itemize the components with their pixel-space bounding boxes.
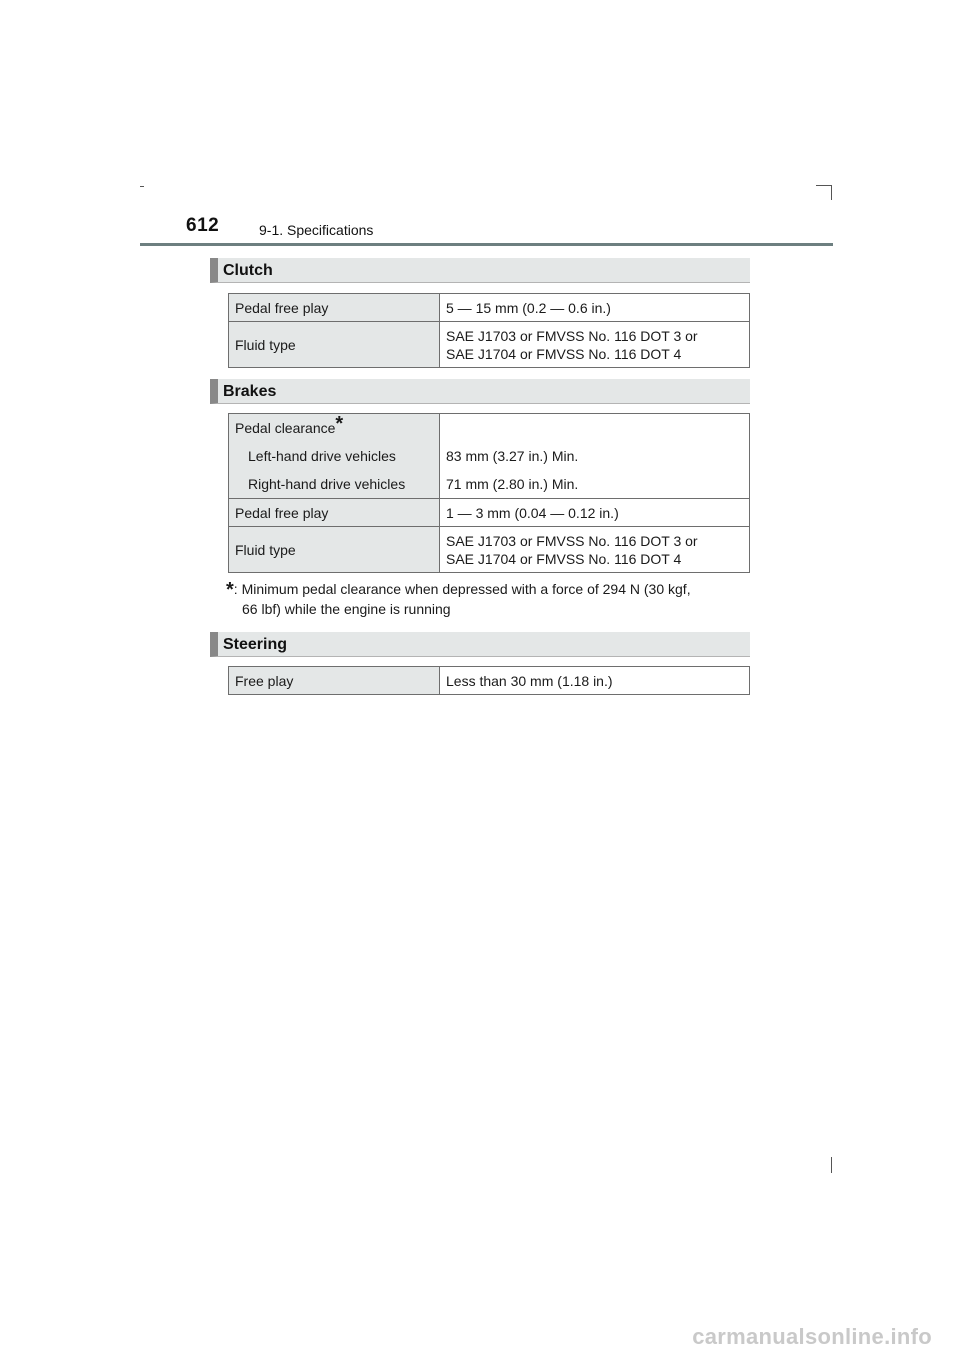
page-number: 612 bbox=[186, 215, 220, 236]
brakes-spec-table bbox=[228, 413, 750, 573]
spec-value bbox=[440, 414, 750, 499]
watermark: carmanualsonline.info bbox=[692, 1324, 932, 1349]
spec-label: Pedal free play bbox=[229, 294, 440, 322]
spec-value-line: SAE J1704 or FMVSS No. 116 DOT 4 bbox=[446, 550, 682, 567]
right-hand-drive-value: 71 mm (2.80 in.) Min. bbox=[446, 476, 579, 492]
footnote bbox=[226, 578, 746, 619]
clutch-spec-table bbox=[228, 293, 750, 368]
table-row bbox=[229, 322, 750, 368]
spec-label: Fluid type bbox=[229, 322, 440, 368]
section-breadcrumb: 9-1. Specifications bbox=[259, 222, 374, 238]
crop-mark-bottom-right bbox=[831, 1157, 832, 1173]
spec-label: Free play bbox=[229, 667, 440, 695]
right-hand-drive-label: Right-hand drive vehicles bbox=[248, 476, 406, 492]
crop-mark-top-right-h bbox=[816, 185, 832, 186]
table-row bbox=[229, 527, 750, 573]
footnote-text-continued: 66 lbf) while the engine is running bbox=[242, 601, 451, 617]
spec-value: 5 — 15 mm (0.2 — 0.6 in.) bbox=[440, 294, 750, 322]
left-hand-drive-value: 83 mm (3.27 in.) Min. bbox=[446, 448, 579, 464]
table-row bbox=[229, 499, 750, 527]
header-divider bbox=[140, 243, 833, 246]
footnote-marker: * bbox=[226, 579, 234, 601]
spec-label bbox=[229, 414, 440, 499]
spec-label: Pedal free play bbox=[229, 499, 440, 527]
spec-value bbox=[440, 322, 750, 368]
section-header-brakes: Brakes bbox=[210, 379, 750, 404]
left-hand-drive-label: Left-hand drive vehicles bbox=[248, 448, 396, 464]
crop-mark-top-right-v bbox=[831, 185, 832, 200]
spacer bbox=[446, 414, 743, 442]
table-row bbox=[229, 294, 750, 322]
spec-value-line: SAE J1703 or FMVSS No. 116 DOT 3 or bbox=[446, 327, 698, 344]
footnote-marker: * bbox=[335, 413, 344, 435]
spec-label: Fluid type bbox=[229, 527, 440, 573]
spec-value: Less than 30 mm (1.18 in.) bbox=[440, 667, 750, 695]
spec-value: 1 — 3 mm (0.04 — 0.12 in.) bbox=[440, 499, 750, 527]
section-header-steering: Steering bbox=[210, 632, 750, 657]
footnote-text: : Minimum pedal clearance when depressed with a force of 294 N (30 kgf, bbox=[233, 581, 691, 597]
table-row bbox=[229, 667, 750, 695]
spec-value-line: SAE J1704 or FMVSS No. 116 DOT 4 bbox=[446, 345, 682, 362]
spec-value bbox=[440, 527, 750, 573]
crop-mark-top-left bbox=[140, 186, 144, 187]
table-row bbox=[229, 414, 750, 499]
section-header-clutch: Clutch bbox=[210, 258, 750, 283]
pedal-clearance-text: Pedal clearance bbox=[235, 420, 336, 436]
pedal-clearance-label bbox=[235, 414, 433, 442]
spec-value-line: SAE J1703 or FMVSS No. 116 DOT 3 or bbox=[446, 532, 698, 549]
steering-spec-table bbox=[228, 666, 750, 695]
